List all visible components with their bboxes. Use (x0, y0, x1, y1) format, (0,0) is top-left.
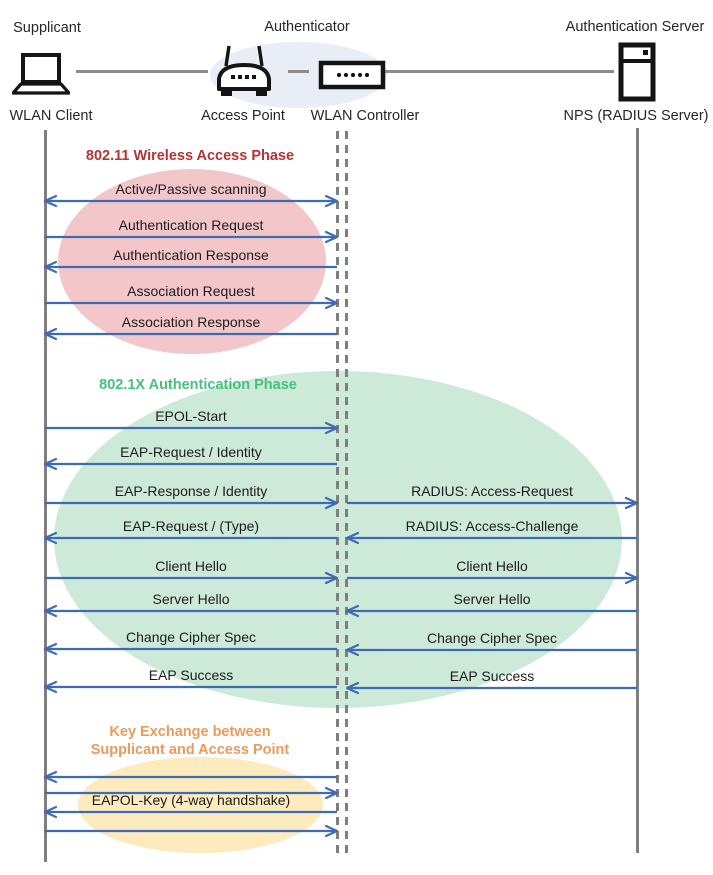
device-label-access-point: Access Point (201, 108, 285, 124)
message-label: Authentication Request (118, 217, 264, 233)
phase-title-authentication: 802.1X Authentication Phase (99, 377, 297, 393)
message-label: EPOL-Start (155, 408, 227, 424)
role-title-authenticator: Authenticator (264, 19, 350, 35)
message-label: EAP Success (449, 668, 535, 684)
message-arrow (43, 823, 339, 839)
message-label: EAP-Response / Identity (114, 483, 268, 499)
message-label: Client Hello (155, 558, 227, 574)
device-label-wlan-client: WLAN Client (9, 108, 93, 124)
role-title-supplicant: Supplicant (13, 20, 81, 36)
message-label: EAPOL-Key (4-way handshake) (91, 792, 291, 808)
message-label: RADIUS: Access-Request (411, 483, 573, 499)
message-label: Change Cipher Spec (427, 630, 557, 646)
message-label: Change Cipher Spec (126, 629, 256, 645)
role-title-authentication-server: Authentication Server (565, 19, 705, 35)
phase-title-key-exchange-line2: Supplicant and Access Point (90, 742, 290, 758)
message-label: Association Response (121, 314, 261, 330)
message-label: EAP Success (148, 667, 234, 683)
message-label: EAP-Request / (Type) (122, 518, 260, 534)
message-arrow (43, 769, 339, 785)
message-label: Client Hello (456, 558, 528, 574)
device-label-nps: NPS (RADIUS Server) (563, 108, 709, 124)
message-label: Authentication Response (113, 247, 269, 263)
phase-title-key-exchange-line1: Key Exchange between (109, 724, 271, 740)
message-label: RADIUS: Access-Challenge (405, 518, 579, 534)
device-label-wlan-controller: WLAN Controller (310, 108, 420, 124)
message-label: Association Request (127, 283, 255, 299)
phase-title-wireless-access: 802.11 Wireless Access Phase (85, 148, 295, 164)
message-label: Server Hello (152, 591, 230, 607)
message-label: Server Hello (453, 591, 531, 607)
message-label: EAP-Request / Identity (120, 444, 262, 460)
message-label: Active/Passive scanning (115, 181, 267, 197)
